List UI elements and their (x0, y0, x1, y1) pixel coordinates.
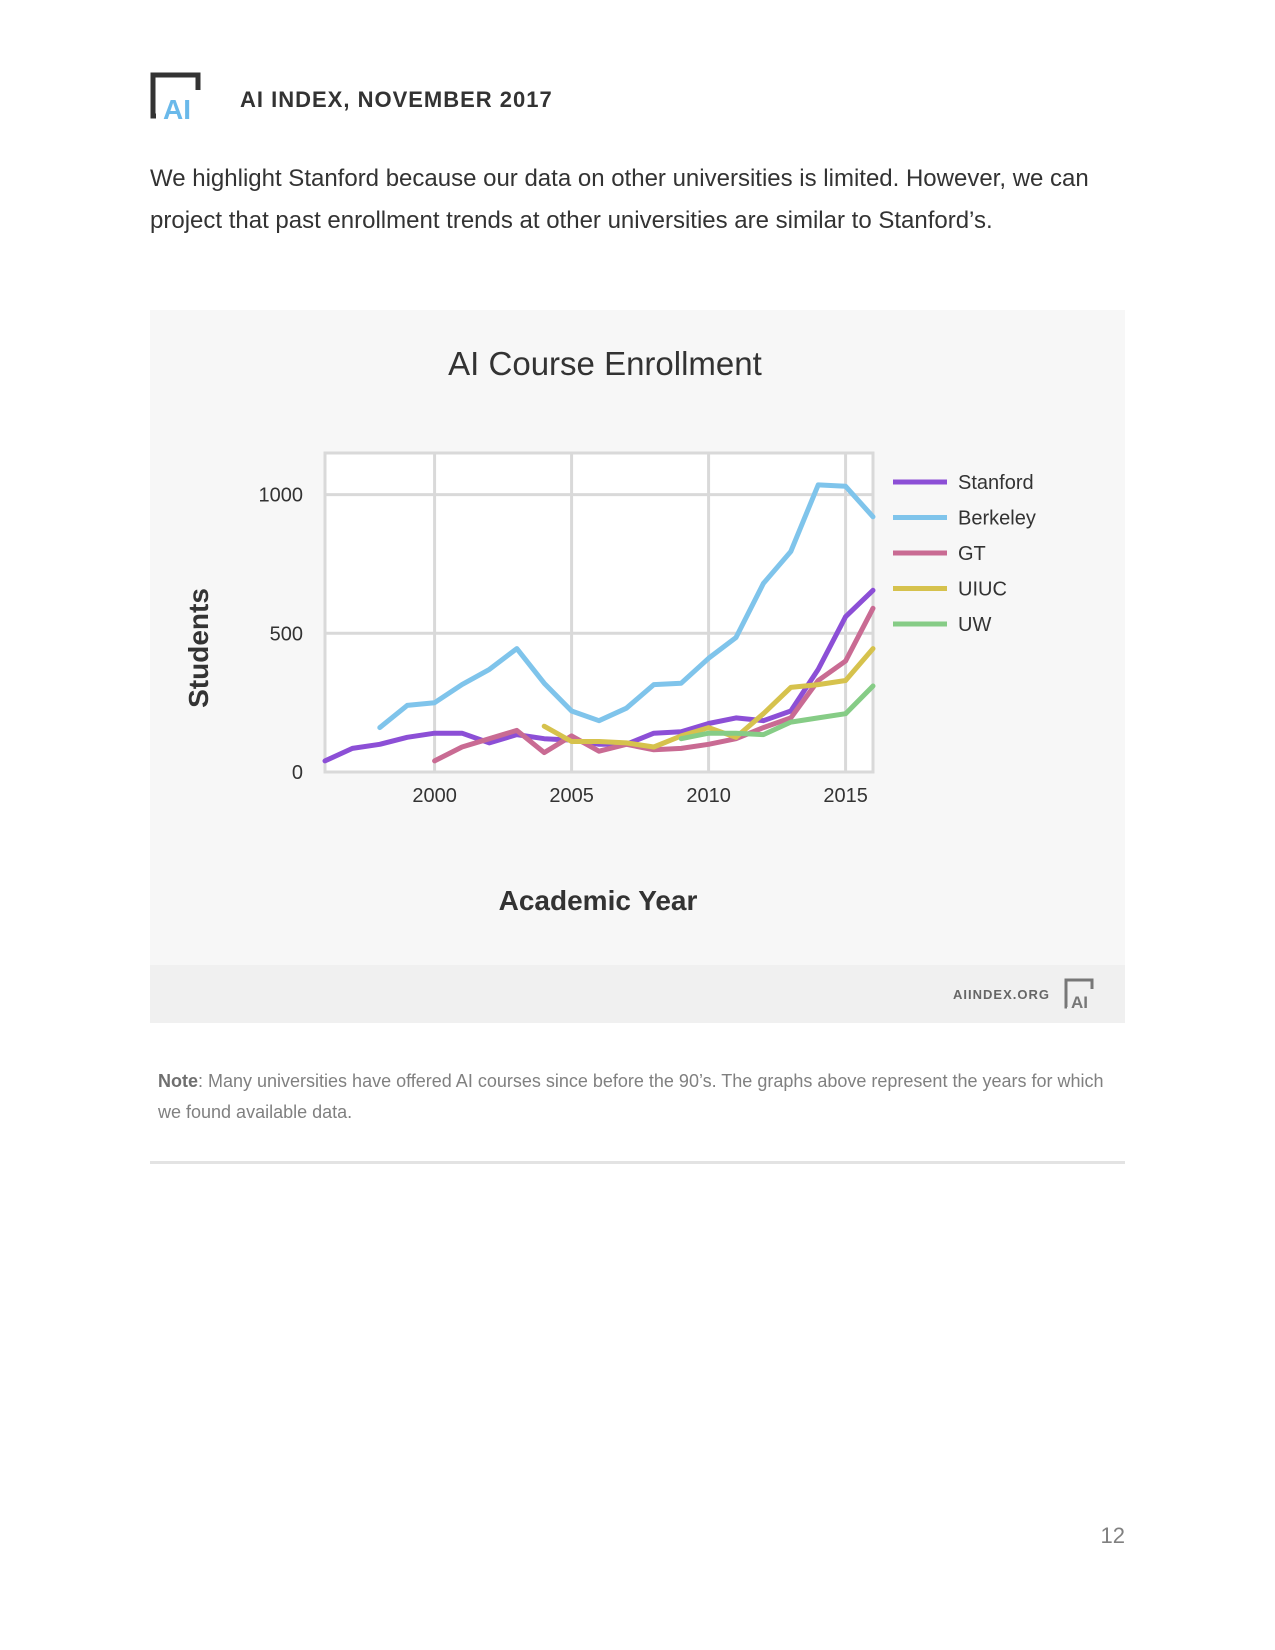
intro-paragraph: We highlight Stanford because our data on other universities is limited. However, we can project that past enrollment trends at other universities are similar to Stanford’s. (150, 165, 1089, 234)
note-text: : Many universities have offered AI courses since before the 90’s. The graphs above represent the years for which we found available data. (158, 1071, 1104, 1122)
legend-label: Berkeley (958, 507, 1036, 530)
legend-label: UIUC (958, 578, 1007, 601)
legend-label: Stanford (958, 472, 1034, 494)
page-number: 12 (1100, 1523, 1125, 1548)
divider (150, 1161, 1125, 1164)
y-tick-label: 1000 (258, 484, 303, 507)
enrollment-chart (150, 310, 1125, 965)
ai-index-logo (150, 72, 208, 124)
y-tick-label: 0 (291, 762, 303, 784)
y-tick-label: 500 (269, 623, 303, 646)
page-header (150, 72, 1050, 124)
legend-label: GT (958, 543, 986, 565)
y-axis-label: Students (183, 588, 214, 708)
note-paragraph (158, 1066, 1118, 1128)
logo-text: AI (163, 94, 191, 124)
chart-card (150, 310, 1125, 1023)
page-title: AI INDEX, NOVEMBER 2017 (240, 87, 553, 112)
chart-title: AI Course Enrollment (448, 345, 762, 382)
footer-logo (1064, 978, 1098, 1010)
x-tick-label: 2005 (549, 785, 594, 807)
x-axis-label: Academic Year (498, 885, 698, 916)
x-tick-label: 2010 (686, 785, 731, 807)
footer-logo-text: AI (1071, 993, 1088, 1010)
note-label: Note (158, 1071, 198, 1091)
legend-label: UW (958, 614, 992, 636)
site-link[interactable]: AIINDEX.ORG (953, 987, 1050, 1002)
chart-footer (150, 965, 1125, 1023)
x-tick-label: 2015 (823, 785, 868, 807)
x-tick-label: 2000 (412, 785, 457, 807)
